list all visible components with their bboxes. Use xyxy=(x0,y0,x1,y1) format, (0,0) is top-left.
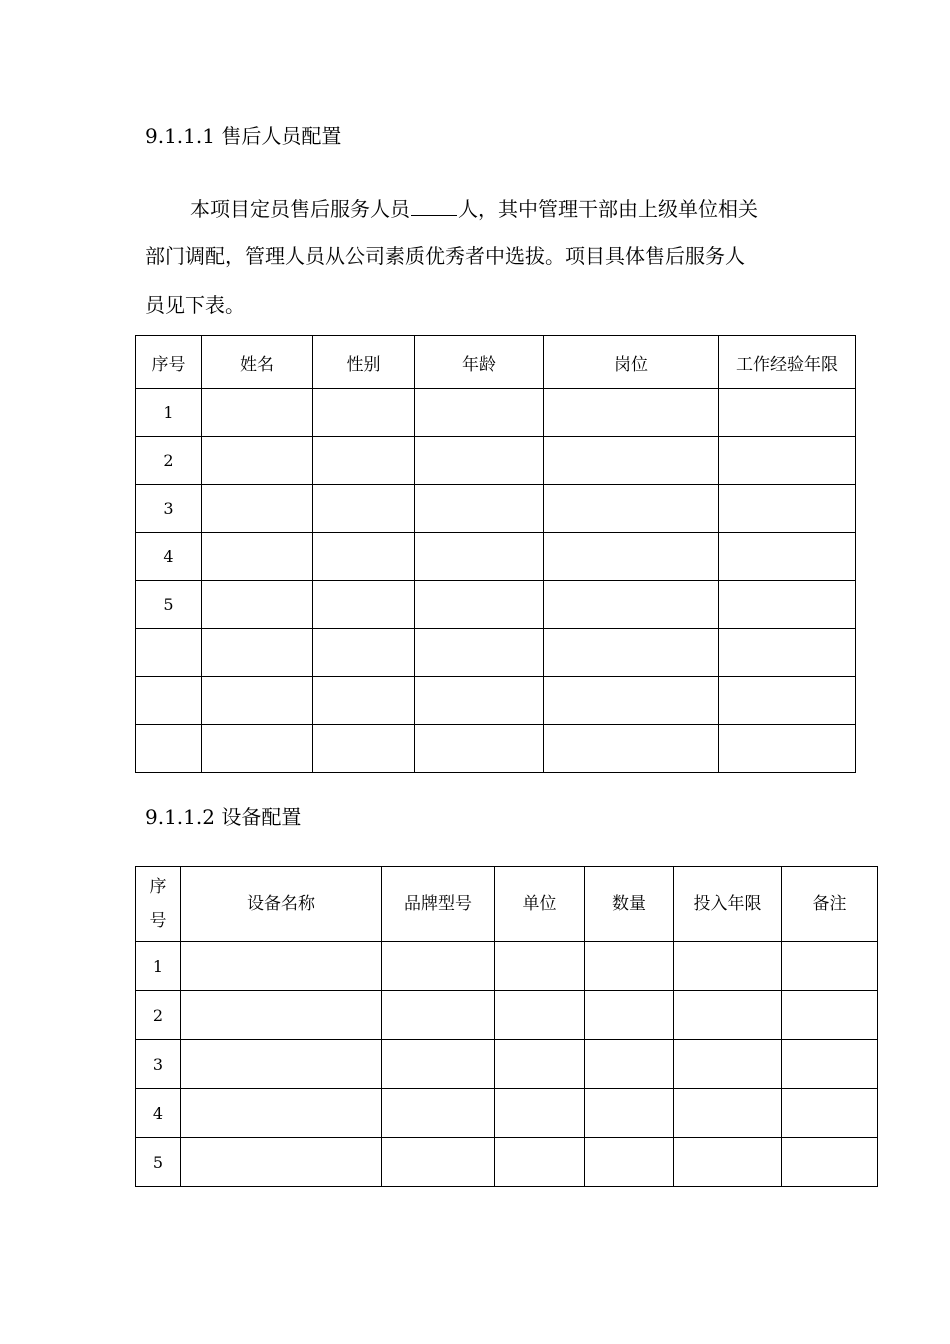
header-experience: 工作经验年限 xyxy=(719,336,856,389)
table-cell[interactable] xyxy=(415,437,544,485)
table-cell[interactable] xyxy=(202,725,313,773)
row-number: 1 xyxy=(136,389,202,437)
table-row xyxy=(136,942,878,991)
row-number: 5 xyxy=(136,1138,181,1187)
equipment-table xyxy=(135,866,878,1187)
table-cell[interactable] xyxy=(674,1089,782,1138)
table-cell[interactable] xyxy=(544,389,719,437)
header-age: 年龄 xyxy=(415,336,544,389)
table-header-row xyxy=(136,336,856,389)
paragraph-text: 本项目定员售后服务人员 xyxy=(190,197,410,221)
table-row xyxy=(136,1138,878,1187)
table-cell[interactable] xyxy=(202,389,313,437)
table-cell[interactable] xyxy=(782,1089,878,1138)
table-cell[interactable] xyxy=(415,629,544,677)
table-cell[interactable] xyxy=(719,485,856,533)
table-cell[interactable] xyxy=(313,725,415,773)
table-cell[interactable] xyxy=(719,437,856,485)
staff-table xyxy=(135,335,856,773)
row-number: 3 xyxy=(136,1040,181,1089)
table-cell[interactable] xyxy=(544,581,719,629)
table-cell[interactable] xyxy=(782,1138,878,1187)
header-gender: 性别 xyxy=(313,336,415,389)
table-cell[interactable] xyxy=(585,991,674,1040)
table-row xyxy=(136,629,856,677)
row-number xyxy=(136,677,202,725)
table-cell[interactable] xyxy=(544,533,719,581)
table-cell[interactable] xyxy=(544,677,719,725)
table-cell[interactable] xyxy=(719,581,856,629)
table-cell[interactable] xyxy=(181,942,382,991)
table-cell[interactable] xyxy=(544,485,719,533)
table-cell[interactable] xyxy=(719,629,856,677)
table-cell[interactable] xyxy=(313,485,415,533)
table-cell[interactable] xyxy=(674,1040,782,1089)
table-cell[interactable] xyxy=(495,942,585,991)
header-seq-line: 序 xyxy=(149,877,167,897)
paragraph-line-3: 员见下表。 xyxy=(145,293,245,317)
table-cell[interactable] xyxy=(544,437,719,485)
paragraph-line-1 xyxy=(190,195,758,222)
paragraph-text: 人，其中管理干部由上级单位相关 xyxy=(458,197,758,221)
header-position: 岗位 xyxy=(544,336,719,389)
table-cell[interactable] xyxy=(313,677,415,725)
fill-in-blank[interactable] xyxy=(411,195,457,216)
table-cell[interactable] xyxy=(415,389,544,437)
table-row xyxy=(136,389,856,437)
header-seq-line: 号 xyxy=(149,911,167,931)
table-cell[interactable] xyxy=(719,389,856,437)
row-number: 1 xyxy=(136,942,181,991)
header-remarks: 备注 xyxy=(782,867,878,942)
row-number xyxy=(136,725,202,773)
table-cell[interactable] xyxy=(313,581,415,629)
table-cell[interactable] xyxy=(313,629,415,677)
table-cell[interactable] xyxy=(782,942,878,991)
table-cell[interactable] xyxy=(415,725,544,773)
header-brand-model: 品牌型号 xyxy=(382,867,495,942)
paragraph-line-2: 部门调配，管理人员从公司素质优秀者中选拔。项目具体售后服务人 xyxy=(145,244,745,268)
table-row xyxy=(136,677,856,725)
table-cell[interactable] xyxy=(202,533,313,581)
table-cell[interactable] xyxy=(313,533,415,581)
table-row xyxy=(136,991,878,1040)
table-row xyxy=(136,533,856,581)
table-cell[interactable] xyxy=(313,389,415,437)
table-cell[interactable] xyxy=(495,1138,585,1187)
row-number: 4 xyxy=(136,533,202,581)
table-cell[interactable] xyxy=(415,581,544,629)
row-number: 4 xyxy=(136,1089,181,1138)
header-quantity: 数量 xyxy=(585,867,674,942)
table-cell[interactable] xyxy=(382,1040,495,1089)
table-cell[interactable] xyxy=(382,1138,495,1187)
table-cell[interactable] xyxy=(202,677,313,725)
table-cell[interactable] xyxy=(313,437,415,485)
table-cell[interactable] xyxy=(782,991,878,1040)
header-equipment-name: 设备名称 xyxy=(181,867,382,942)
table-cell[interactable] xyxy=(674,1138,782,1187)
table-cell[interactable] xyxy=(202,437,313,485)
table-row xyxy=(136,1040,878,1089)
table-row xyxy=(136,725,856,773)
table-cell[interactable] xyxy=(782,1040,878,1089)
table-cell[interactable] xyxy=(415,533,544,581)
row-number: 5 xyxy=(136,581,202,629)
table-cell[interactable] xyxy=(382,1089,495,1138)
table-cell[interactable] xyxy=(719,725,856,773)
table-row xyxy=(136,581,856,629)
table-row xyxy=(136,437,856,485)
section-heading-equipment: 9.1.1.2 设备配置 xyxy=(145,805,302,829)
row-number: 2 xyxy=(136,437,202,485)
header-service-years: 投入年限 xyxy=(674,867,782,942)
table-cell[interactable] xyxy=(544,725,719,773)
table-cell[interactable] xyxy=(719,677,856,725)
table-cell[interactable] xyxy=(674,942,782,991)
table-cell[interactable] xyxy=(495,991,585,1040)
table-cell[interactable] xyxy=(181,991,382,1040)
table-cell[interactable] xyxy=(585,1040,674,1089)
table-cell[interactable] xyxy=(181,1089,382,1138)
table-cell[interactable] xyxy=(415,485,544,533)
table-cell[interactable] xyxy=(382,991,495,1040)
table-cell[interactable] xyxy=(495,1089,585,1138)
header-name: 姓名 xyxy=(202,336,313,389)
table-cell[interactable] xyxy=(202,581,313,629)
row-number xyxy=(136,629,202,677)
header-unit: 单位 xyxy=(495,867,585,942)
table-cell[interactable] xyxy=(202,485,313,533)
section-heading-staff: 9.1.1.1 售后人员配置 xyxy=(145,124,342,148)
table-cell[interactable] xyxy=(181,1138,382,1187)
table-cell[interactable] xyxy=(719,533,856,581)
header-seq: 序号 xyxy=(136,336,202,389)
table-row xyxy=(136,1089,878,1138)
table-cell[interactable] xyxy=(415,677,544,725)
table-cell[interactable] xyxy=(674,991,782,1040)
row-number: 2 xyxy=(136,991,181,1040)
header-seq xyxy=(136,867,181,942)
table-cell[interactable] xyxy=(382,942,495,991)
table-cell[interactable] xyxy=(585,942,674,991)
table-cell[interactable] xyxy=(181,1040,382,1089)
table-row xyxy=(136,485,856,533)
table-cell[interactable] xyxy=(544,629,719,677)
table-header-row xyxy=(136,867,878,942)
table-cell[interactable] xyxy=(585,1138,674,1187)
row-number: 3 xyxy=(136,485,202,533)
table-cell[interactable] xyxy=(202,629,313,677)
table-cell[interactable] xyxy=(495,1040,585,1089)
table-cell[interactable] xyxy=(585,1089,674,1138)
